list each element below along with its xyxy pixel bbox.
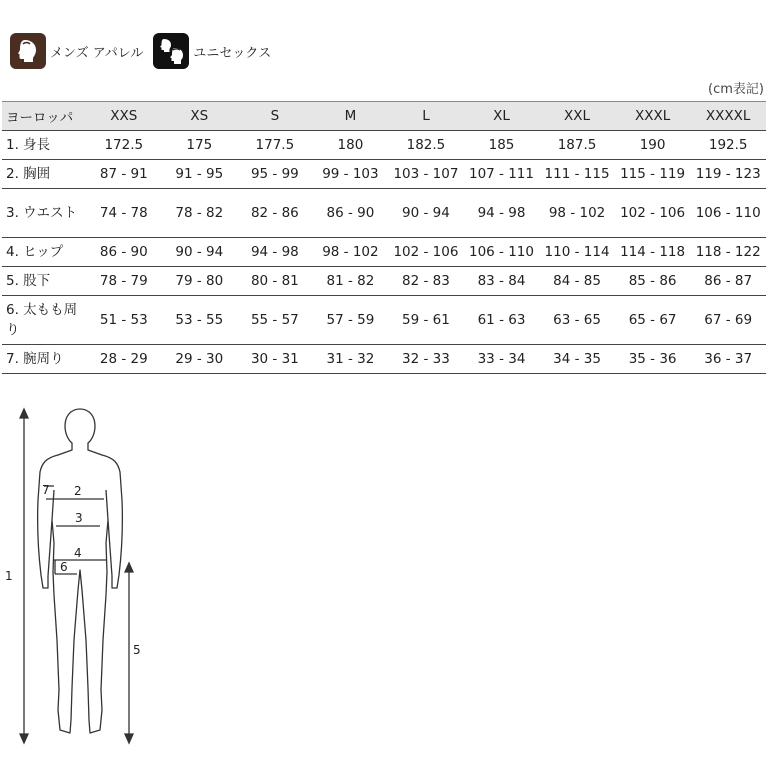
badge-label: ユニセックス	[193, 45, 272, 61]
mens-head-icon	[10, 33, 46, 69]
size-header: S	[237, 102, 313, 131]
table-cell: 78 - 82	[162, 189, 238, 238]
row-label: 3. ウエスト	[2, 189, 86, 238]
table-cell: 31 - 32	[313, 345, 389, 374]
table-cell: 80 - 81	[237, 267, 313, 296]
table-header-row	[2, 102, 766, 131]
table-cell: 192.5	[690, 131, 766, 160]
table-row	[2, 267, 766, 296]
table-cell: 102 - 106	[615, 189, 691, 238]
table-cell: 61 - 63	[464, 296, 540, 345]
badge-label: メンズ アパレル	[50, 45, 144, 61]
table-cell: 33 - 34	[464, 345, 540, 374]
table-cell: 82 - 83	[388, 267, 464, 296]
table-cell: 81 - 82	[313, 267, 389, 296]
table-cell: 185	[464, 131, 540, 160]
unisex-heads-icon	[153, 33, 189, 69]
size-header: XL	[464, 102, 540, 131]
table-cell: 59 - 61	[388, 296, 464, 345]
size-header: XXXL	[615, 102, 691, 131]
label-arm: 7	[42, 483, 50, 497]
table-cell: 29 - 30	[162, 345, 238, 374]
table-cell: 79 - 80	[162, 267, 238, 296]
table-cell: 83 - 84	[464, 267, 540, 296]
table-cell: 172.5	[86, 131, 162, 160]
table-cell: 94 - 98	[464, 189, 540, 238]
table-cell: 114 - 118	[615, 238, 691, 267]
label-inseam: 5	[133, 643, 141, 657]
label-waist: 3	[75, 511, 83, 525]
table-cell: 119 - 123	[690, 160, 766, 189]
table-row	[2, 345, 766, 374]
size-header: M	[313, 102, 389, 131]
row-label: 4. ヒップ	[2, 238, 86, 267]
table-cell: 182.5	[388, 131, 464, 160]
table-cell: 67 - 69	[690, 296, 766, 345]
table-cell: 57 - 59	[313, 296, 389, 345]
table-cell: 107 - 111	[464, 160, 540, 189]
size-header: XS	[162, 102, 238, 131]
table-cell: 187.5	[539, 131, 615, 160]
table-cell: 55 - 57	[237, 296, 313, 345]
table-row	[2, 296, 766, 345]
table-cell: 111 - 115	[539, 160, 615, 189]
table-cell: 78 - 79	[86, 267, 162, 296]
table-cell: 103 - 107	[388, 160, 464, 189]
table-cell: 190	[615, 131, 691, 160]
table-cell: 51 - 53	[86, 296, 162, 345]
table-cell: 53 - 55	[162, 296, 238, 345]
size-header: XXL	[539, 102, 615, 131]
table-cell: 98 - 102	[539, 189, 615, 238]
size-header: XXS	[86, 102, 162, 131]
row-label: 2. 胸囲	[2, 160, 86, 189]
table-cell: 86 - 87	[690, 267, 766, 296]
table-cell: 91 - 95	[162, 160, 238, 189]
table-cell: 32 - 33	[388, 345, 464, 374]
label-hip: 4	[74, 546, 82, 560]
table-cell: 35 - 36	[615, 345, 691, 374]
table-cell: 74 - 78	[86, 189, 162, 238]
size-header: XXXXL	[690, 102, 766, 131]
table-cell: 36 - 37	[690, 345, 766, 374]
table-cell: 82 - 86	[237, 189, 313, 238]
table-cell: 94 - 98	[237, 238, 313, 267]
row-label: 1. 身長	[2, 131, 86, 160]
table-cell: 180	[313, 131, 389, 160]
table-cell: 177.5	[237, 131, 313, 160]
table-cell: 106 - 110	[690, 189, 766, 238]
table-cell: 95 - 99	[237, 160, 313, 189]
size-header: L	[388, 102, 464, 131]
table-cell: 110 - 114	[539, 238, 615, 267]
region-header: ヨーロッパ	[2, 102, 86, 131]
table-cell: 85 - 86	[615, 267, 691, 296]
badge-unisex	[153, 33, 271, 69]
table-cell: 98 - 102	[313, 238, 389, 267]
body-measurement-figure	[0, 400, 170, 750]
table-row	[2, 131, 766, 160]
table-row	[2, 189, 766, 238]
category-badges	[10, 33, 281, 69]
label-height: 1	[5, 569, 13, 583]
label-thigh: 6	[60, 560, 68, 574]
table-cell: 63 - 65	[539, 296, 615, 345]
badge-mens-apparel	[10, 33, 143, 69]
table-cell: 115 - 119	[615, 160, 691, 189]
table-cell: 87 - 91	[86, 160, 162, 189]
table-row	[2, 238, 766, 267]
table-cell: 28 - 29	[86, 345, 162, 374]
table-cell: 118 - 122	[690, 238, 766, 267]
table-cell: 90 - 94	[388, 189, 464, 238]
table-cell: 30 - 31	[237, 345, 313, 374]
table-cell: 99 - 103	[313, 160, 389, 189]
table-cell: 65 - 67	[615, 296, 691, 345]
table-cell: 106 - 110	[464, 238, 540, 267]
row-label: 5. 股下	[2, 267, 86, 296]
table-cell: 86 - 90	[86, 238, 162, 267]
table-cell: 175	[162, 131, 238, 160]
table-cell: 102 - 106	[388, 238, 464, 267]
row-label: 6. 太もも周り	[2, 296, 86, 345]
row-label: 7. 腕周り	[2, 345, 86, 374]
table-cell: 86 - 90	[313, 189, 389, 238]
table-cell: 84 - 85	[539, 267, 615, 296]
table-cell: 90 - 94	[162, 238, 238, 267]
unit-note: (cm表記)	[708, 82, 764, 97]
table-row	[2, 160, 766, 189]
size-chart-table	[2, 101, 766, 374]
table-cell: 34 - 35	[539, 345, 615, 374]
label-chest: 2	[74, 484, 82, 498]
